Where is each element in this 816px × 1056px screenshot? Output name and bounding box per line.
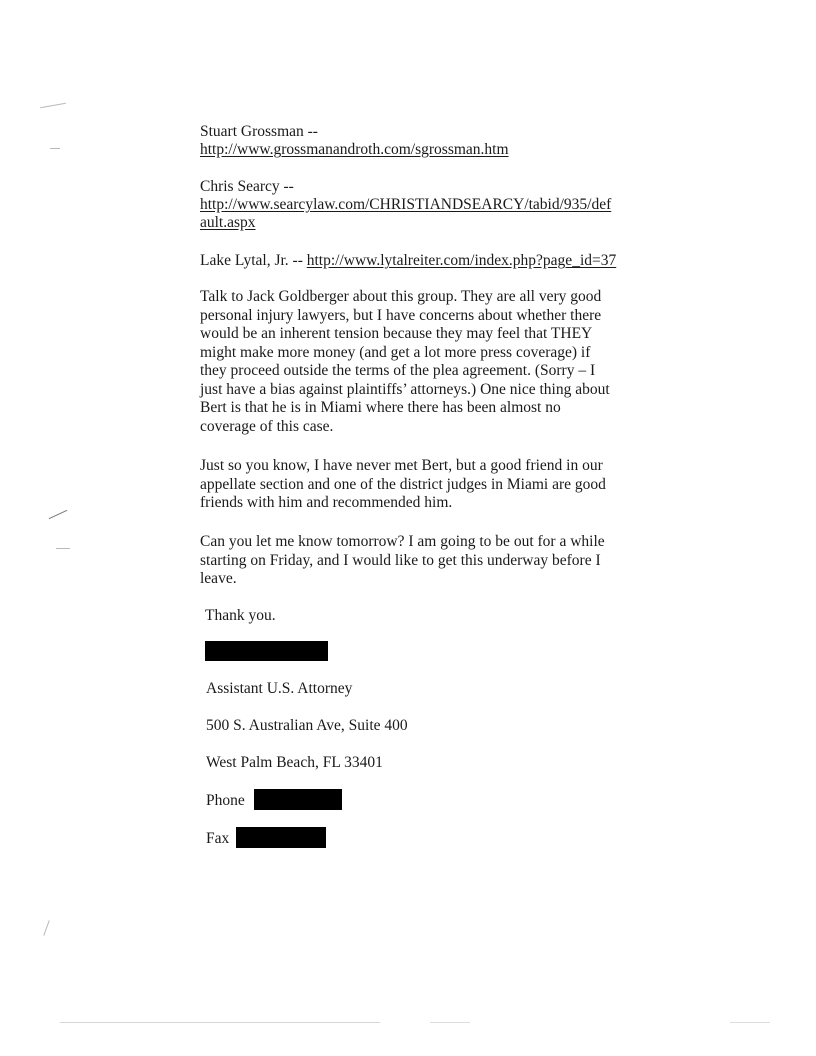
paragraph-line: Can you let me know tomorrow? I am going to be out for a while — [200, 533, 605, 550]
scan-artifact — [40, 103, 66, 108]
closing: Thank you. — [205, 607, 276, 624]
signature-address-line1: 500 S. Australian Ave, Suite 400 — [206, 717, 408, 734]
paragraph-line: they proceed outside the terms of the plea agreement. (Sorry – I — [200, 362, 596, 379]
paragraph-line: would be an inherent tension because they may feel that THEY — [200, 325, 593, 342]
redacted-phone — [254, 789, 342, 810]
scan-artifact — [49, 510, 68, 519]
contact-name: Chris Searcy -- — [200, 178, 294, 195]
paragraph-line: starting on Friday, and I would like to get this underway before I — [200, 551, 601, 569]
scan-artifact — [60, 1022, 380, 1023]
contact-name: Lake Lytal, Jr. -- — [200, 252, 303, 269]
scan-artifact — [730, 1022, 770, 1023]
scan-artifact — [50, 148, 60, 149]
paragraph-line: Just so you know, I have never met Bert, but a good friend in our — [200, 457, 603, 474]
paragraph-line: personal injury lawyers, but I have concerns about whether there — [200, 306, 602, 324]
contact-line — [200, 252, 616, 271]
body-paragraph — [200, 533, 605, 589]
redacted-fax — [236, 827, 326, 848]
paragraph-line: might make more money (and get a lot more press coverage) if — [200, 343, 591, 361]
phone-label: Phone — [206, 792, 245, 809]
contact-url[interactable]: http://www.lytalreiter.com/index.php?page_id=37 — [306, 252, 617, 269]
contact-url[interactable]: http://www.searcylaw.com/CHRISTIANDSEARCY/tabid/935/def — [200, 196, 612, 213]
paragraph-line: appellate section and one of the district judges in Miami are good — [200, 475, 606, 493]
contact-url-continued[interactable]: ault.aspx — [200, 214, 256, 231]
signature-address-line2: West Palm Beach, FL 33401 — [206, 754, 383, 771]
scan-artifact — [56, 548, 70, 549]
paragraph-line: Bert is that he is in Miami where there has been almost no — [200, 399, 561, 416]
contact-name: Stuart Grossman -- — [200, 123, 318, 140]
paragraph-line: leave. — [200, 570, 237, 587]
body-paragraph — [200, 457, 606, 513]
fax-label: Fax — [206, 830, 230, 847]
scan-artifact — [43, 920, 49, 935]
paragraph-line: friends with him and recommended him. — [200, 494, 453, 511]
signature-title: Assistant U.S. Attorney — [206, 680, 353, 697]
paragraph-line: coverage of this case. — [200, 417, 334, 435]
scan-artifact — [430, 1022, 470, 1023]
paragraph-line: Talk to Jack Goldberger about this group. They are all very good — [200, 288, 602, 305]
redacted-name — [205, 641, 328, 661]
contact-url[interactable]: http://www.grossmanandroth.com/sgrossman.htm — [200, 141, 509, 158]
paragraph-line: just have a bias against plaintiffs’ attorneys.) One nice thing about — [200, 380, 610, 398]
body-paragraph — [200, 288, 610, 436]
